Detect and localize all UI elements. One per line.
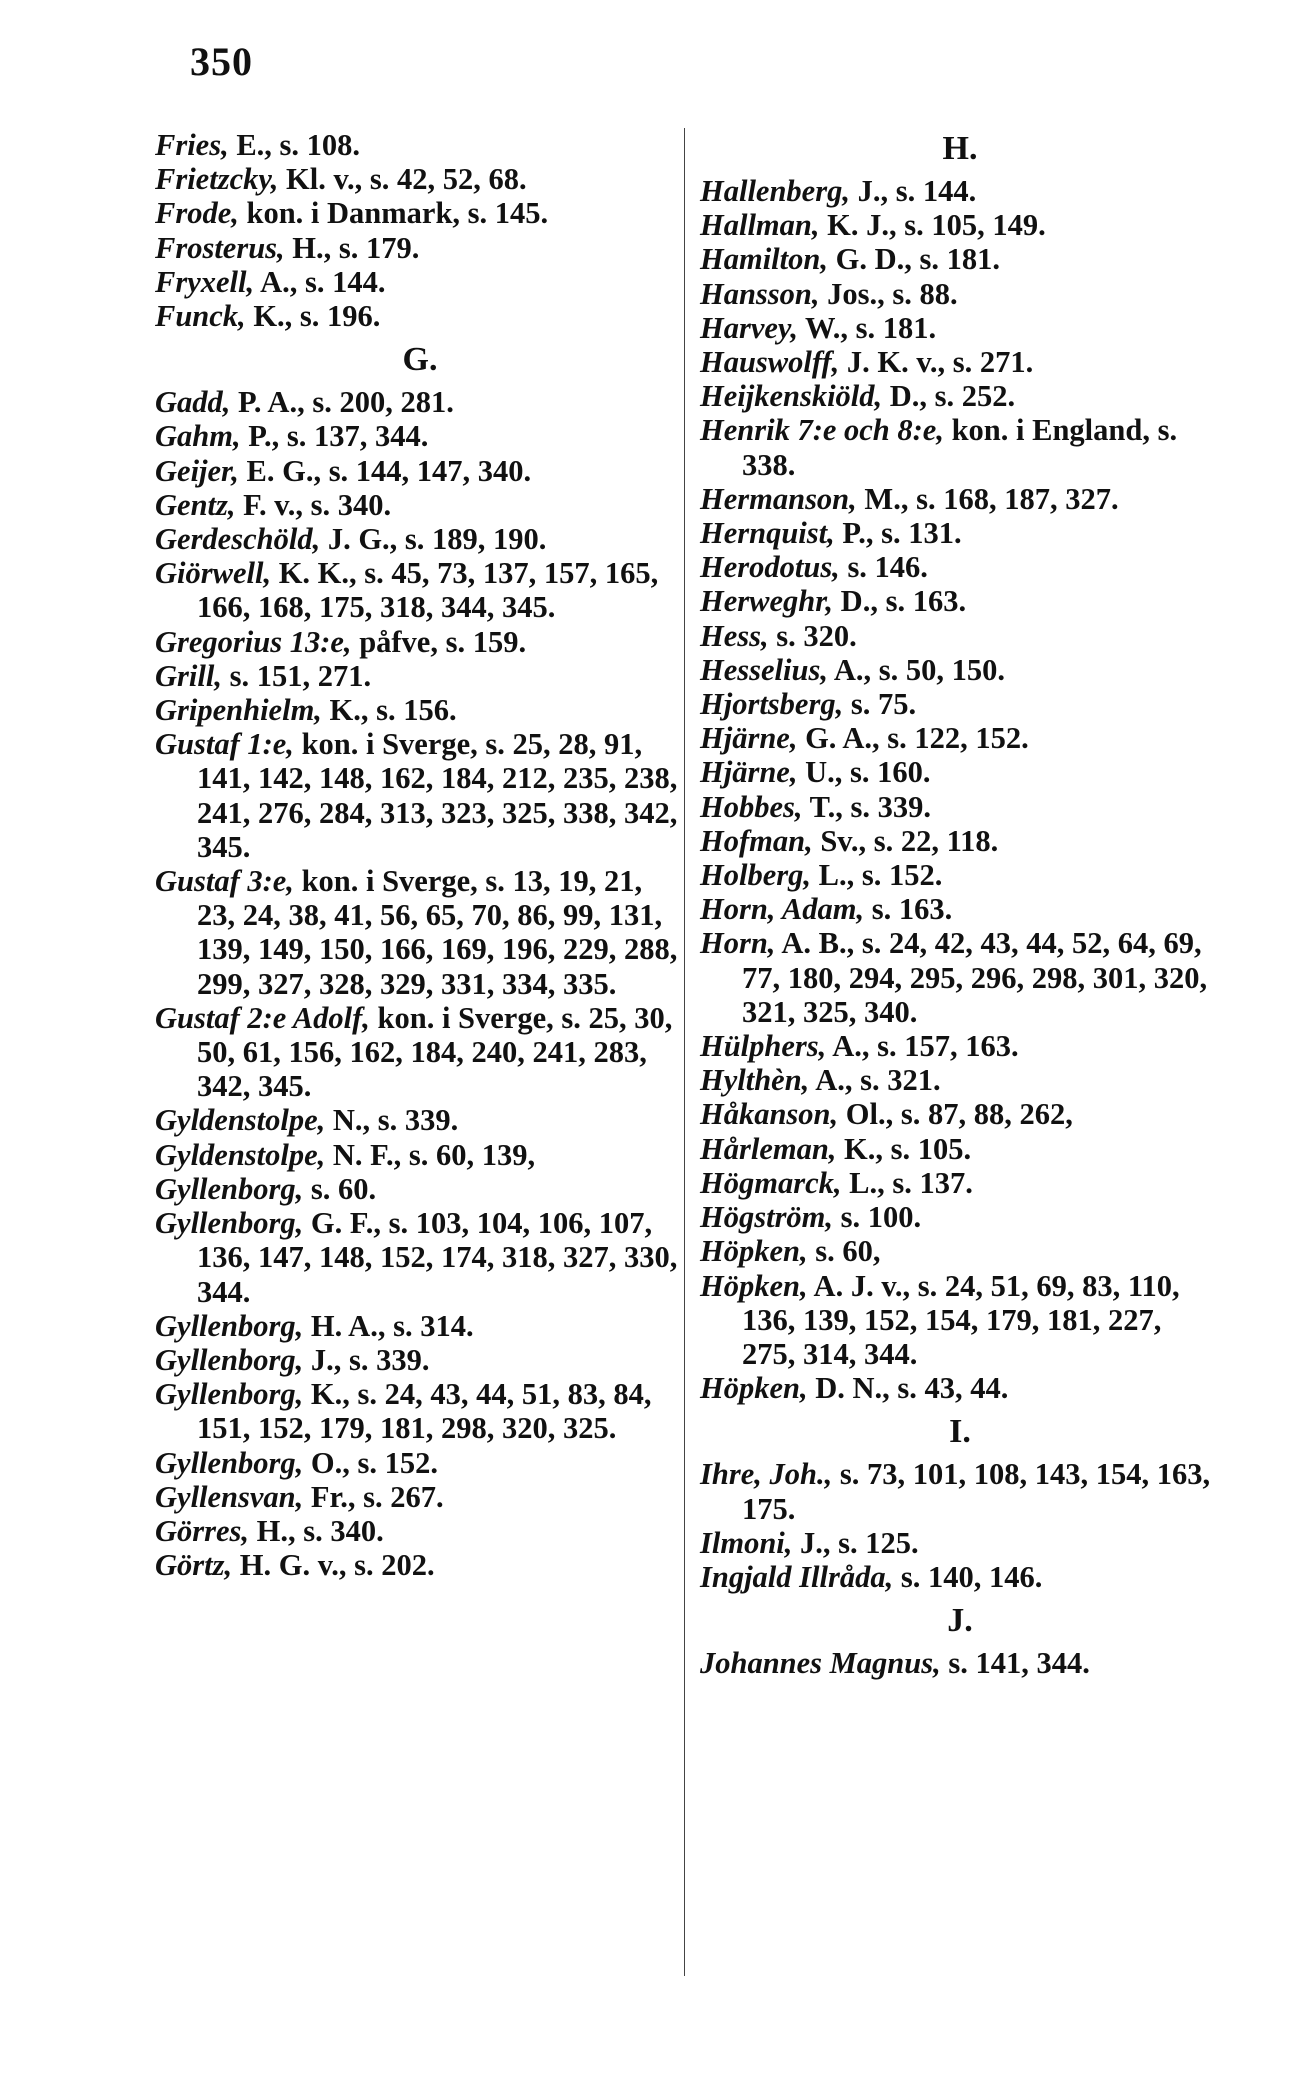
index-entry bbox=[155, 1172, 685, 1206]
index-entry bbox=[155, 1001, 685, 1104]
entry-references: J. G., s. 189, 190. bbox=[320, 522, 547, 557]
entry-name: Hallenberg, bbox=[700, 174, 850, 208]
entry-name: Görres, bbox=[155, 1513, 250, 1548]
entry-name: Harvey, bbox=[700, 310, 798, 345]
entry-name: Hjärne, bbox=[700, 721, 798, 756]
entry-references: J., s. 339. bbox=[303, 1342, 430, 1377]
entry-references: P. A., s. 200, 281. bbox=[230, 385, 454, 420]
entry-references: A., s. 157, 163. bbox=[826, 1029, 1019, 1064]
entry-name: Höpken, bbox=[700, 1268, 808, 1303]
section-letter: I. bbox=[949, 1413, 971, 1451]
entry-references: T., s. 339. bbox=[802, 789, 932, 824]
section-letter: J. bbox=[947, 1602, 973, 1640]
entry-name: Görtz, bbox=[155, 1548, 233, 1583]
entry-name: Hylthèn, bbox=[700, 1063, 810, 1098]
entry-name: Gentz, bbox=[155, 487, 236, 522]
index-entry bbox=[155, 727, 685, 864]
entry-name: Hülphers, bbox=[700, 1029, 827, 1064]
entry-name: Ilmoni, bbox=[700, 1525, 793, 1560]
entry-name: Högström, bbox=[700, 1200, 834, 1235]
index-entry bbox=[700, 653, 1220, 687]
entry-name: Horn, Adam, bbox=[700, 892, 865, 927]
entry-references: M., s. 168, 187, 327. bbox=[856, 481, 1119, 516]
entry-references: Fr., s. 267. bbox=[303, 1479, 444, 1514]
entry-name: Hamilton, bbox=[700, 242, 828, 277]
entry-references: K., s. 105. bbox=[836, 1131, 972, 1166]
index-entry bbox=[700, 1063, 1220, 1097]
entry-name: Hårleman, bbox=[700, 1131, 837, 1166]
index-entry bbox=[700, 1371, 1220, 1405]
entry-references: H., s. 340. bbox=[249, 1513, 384, 1548]
entry-name: Hallman, bbox=[700, 208, 820, 243]
entry-references: kon. i Sverge, s. 25, 30, 50, 61, 156, 162, 184, 240, 241, 283, 342, 345. bbox=[197, 1000, 673, 1104]
entry-references: K. J., s. 105, 149. bbox=[819, 208, 1046, 243]
entry-name: Herodotus, bbox=[700, 550, 840, 585]
index-entry bbox=[700, 584, 1220, 618]
entry-references: kon. i Danmark, s. 145. bbox=[238, 196, 549, 231]
index-entry bbox=[155, 196, 685, 230]
index-entry bbox=[155, 1377, 685, 1445]
entry-name: Gyllenborg, bbox=[155, 1342, 304, 1377]
entry-references: E., s. 108. bbox=[228, 128, 361, 162]
entry-references: A., s. 50, 150. bbox=[827, 652, 1006, 687]
index-entry bbox=[700, 858, 1220, 892]
index-entry bbox=[155, 556, 685, 624]
entry-references: H. G. v., s. 202. bbox=[232, 1548, 435, 1583]
entry-name: Hjärne, bbox=[700, 755, 798, 790]
entry-name: Funck, bbox=[155, 299, 246, 334]
entry-references: Jos., s. 88. bbox=[819, 276, 958, 311]
index-entry bbox=[155, 488, 685, 522]
index-entry bbox=[155, 128, 685, 162]
entry-references: K., s. 196. bbox=[245, 299, 381, 334]
entry-references: s. 75. bbox=[843, 687, 917, 722]
index-entry bbox=[700, 1200, 1220, 1234]
index-entry bbox=[700, 1029, 1220, 1063]
index-entry bbox=[700, 174, 1220, 208]
index-entry bbox=[155, 231, 685, 265]
entry-name: Gustaf 2:e Adolf, bbox=[155, 1000, 370, 1035]
index-entry bbox=[155, 299, 685, 333]
index-entry bbox=[700, 790, 1220, 824]
index-entry bbox=[155, 265, 685, 299]
index-entry bbox=[700, 1234, 1220, 1268]
index-entry bbox=[700, 824, 1220, 858]
entry-name: Gyllenborg, bbox=[155, 1206, 304, 1241]
entry-references: E. G., s. 144, 147, 340. bbox=[238, 453, 532, 488]
entry-references: L., s. 137. bbox=[841, 1165, 973, 1200]
entry-name: Hernquist, bbox=[700, 516, 835, 551]
section-letter: G. bbox=[402, 341, 438, 379]
entry-name: Gustaf 1:e, bbox=[155, 727, 294, 762]
index-entry bbox=[155, 1309, 685, 1343]
entry-references: s. 60, bbox=[807, 1234, 881, 1269]
index-entry bbox=[155, 1514, 685, 1548]
entry-name: Gyllenborg, bbox=[155, 1171, 304, 1206]
index-entry bbox=[155, 1138, 685, 1172]
index-entry bbox=[700, 1457, 1220, 1525]
entry-references: K. K., s. 45, 73, 137, 157, 165, 166, 168, 175, 318, 344, 345. bbox=[197, 556, 659, 625]
entry-references: O., s. 152. bbox=[303, 1445, 438, 1480]
index-entry bbox=[155, 162, 685, 196]
index-entry bbox=[700, 687, 1220, 721]
entry-references: s. 140, 146. bbox=[893, 1559, 1043, 1594]
entry-name: Henrik 7:e och 8:e, bbox=[700, 413, 944, 448]
entry-references: Ol., s. 87, 88, 262, bbox=[838, 1097, 1073, 1132]
entry-name: Hauswolff, bbox=[700, 345, 840, 380]
entry-references: K., s. 24, 43, 44, 51, 83, 84, 151, 152, 179, 181, 298, 320, 325. bbox=[197, 1377, 652, 1446]
entry-references: D. N., s. 43, 44. bbox=[807, 1371, 1009, 1406]
entry-references: s. 163. bbox=[864, 892, 953, 927]
entry-references: kon. i Sverge, s. 25, 28, 91, 141, 142, 148, 162, 184, 212, 235, 238, 241, 276, 284, 313, 323, 325, 338, 342, 345. bbox=[197, 727, 678, 864]
index-entry bbox=[700, 413, 1220, 481]
index-entry bbox=[700, 550, 1220, 584]
index-entry bbox=[700, 755, 1220, 789]
entry-name: Högmarck, bbox=[700, 1165, 842, 1200]
entry-name: Gyllenborg, bbox=[155, 1308, 304, 1343]
entry-references: J., s. 125. bbox=[792, 1525, 919, 1560]
entry-references: påfve, s. 159. bbox=[351, 624, 527, 659]
index-entry bbox=[700, 1097, 1220, 1131]
entry-name: Ihre, Joh., bbox=[700, 1457, 833, 1492]
entry-name: Gyllensvan, bbox=[155, 1479, 304, 1514]
entry-name: Grill, bbox=[155, 658, 222, 693]
entry-name: Hjortsberg, bbox=[700, 687, 844, 722]
entry-references: G. A., s. 122, 152. bbox=[797, 721, 1029, 756]
index-entry bbox=[155, 454, 685, 488]
entry-references: s. 146. bbox=[839, 550, 928, 585]
index-entry bbox=[700, 242, 1220, 276]
entry-name: Frietzcky, bbox=[155, 162, 279, 197]
entry-references: D., s. 163. bbox=[833, 584, 967, 619]
entry-name: Håkanson, bbox=[700, 1097, 839, 1132]
entry-references: L., s. 152. bbox=[810, 858, 943, 893]
index-entry bbox=[700, 1646, 1220, 1680]
entry-references: N. F., s. 60, 139, bbox=[325, 1137, 536, 1172]
entry-name: Giörwell, bbox=[155, 556, 272, 591]
entry-name: Hess, bbox=[700, 618, 769, 653]
index-entry bbox=[155, 1480, 685, 1514]
entry-references: D., s. 252. bbox=[882, 379, 1016, 414]
entry-name: Gyldenstolpe, bbox=[155, 1103, 326, 1138]
entry-name: Gerdeschöld, bbox=[155, 522, 321, 557]
entry-references: A. J. v., s. 24, 51, 69, 83, 110, 136, 139, 152, 154, 179, 181, 227, 275, 314, 344. bbox=[742, 1268, 1180, 1371]
entry-references: Kl. v., s. 42, 52, 68. bbox=[278, 162, 527, 197]
index-entry bbox=[700, 1166, 1220, 1200]
entry-references: G. F., s. 103, 104, 106, 107, 136, 147, 148, 152, 174, 318, 327, 330, 344. bbox=[197, 1206, 678, 1309]
entry-references: kon. i Sverge, s. 13, 19, 21, 23, 24, 38, 41, 56, 65, 70, 86, 99, 131, 139, 149, 150, 166, 169, 196, 229, 288, 299, 327, 328, 329, 331, 334, 335. bbox=[197, 864, 678, 1001]
index-entry bbox=[700, 892, 1220, 926]
index-entry bbox=[700, 1132, 1220, 1166]
entry-references: A. B., s. 24, 42, 43, 44, 52, 64, 69, 77, 180, 294, 295, 296, 298, 301, 320, 321, 325, 340. bbox=[742, 926, 1208, 1029]
entry-references: s. 60. bbox=[303, 1171, 377, 1206]
index-entry bbox=[700, 345, 1220, 379]
entry-references: G. D., s. 181. bbox=[827, 242, 1000, 277]
index-entry bbox=[700, 482, 1220, 516]
entry-name: Gadd, bbox=[155, 385, 231, 420]
entry-references: H., s. 179. bbox=[284, 230, 420, 265]
index-entry bbox=[700, 1560, 1220, 1594]
index-entry bbox=[155, 1446, 685, 1480]
index-entry bbox=[155, 659, 685, 693]
entry-references: W., s. 181. bbox=[797, 310, 937, 345]
entry-name: Gustaf 3:e, bbox=[155, 864, 294, 899]
index-entry bbox=[155, 1206, 685, 1309]
column-divider bbox=[684, 128, 685, 1976]
entry-references: F. v., s. 340. bbox=[235, 487, 392, 522]
page-number: 350 bbox=[190, 39, 253, 84]
entry-references: A., s. 144. bbox=[254, 264, 386, 299]
entry-references: H. A., s. 314. bbox=[303, 1308, 474, 1343]
entry-name: Herweghr, bbox=[700, 584, 834, 619]
entry-name: Gyllenborg, bbox=[155, 1445, 304, 1480]
entry-name: Frosterus, bbox=[155, 230, 285, 265]
index-entry bbox=[155, 419, 685, 453]
entry-references: J., s. 144. bbox=[849, 174, 977, 208]
index-entry bbox=[155, 1343, 685, 1377]
index-entry bbox=[155, 522, 685, 556]
index-entry bbox=[700, 311, 1220, 345]
entry-references: P., s. 131. bbox=[834, 516, 962, 551]
entry-name: Höpken, bbox=[700, 1371, 808, 1406]
index-entry bbox=[700, 1526, 1220, 1560]
entry-references: s. 73, 101, 108, 143, 154, 163, 175. bbox=[742, 1457, 1211, 1526]
entry-references: kon. i England, s. 338. bbox=[742, 413, 1178, 482]
entry-name: Hesselius, bbox=[700, 652, 828, 687]
index-entry bbox=[700, 721, 1220, 755]
entry-references: J. K. v., s. 271. bbox=[839, 345, 1034, 380]
entry-name: Gyllenborg, bbox=[155, 1377, 304, 1412]
section-letter: H. bbox=[942, 130, 978, 167]
index-entry bbox=[700, 516, 1220, 550]
entry-name: Fries, bbox=[155, 128, 229, 162]
entry-references: s. 320. bbox=[768, 618, 857, 653]
entry-references: Sv., s. 22, 118. bbox=[812, 823, 999, 858]
index-entry bbox=[155, 693, 685, 727]
entry-references: s. 151, 271. bbox=[221, 658, 372, 693]
entry-references: U., s. 160. bbox=[797, 755, 931, 790]
entry-name: Geijer, bbox=[155, 453, 239, 488]
entry-name: Johannes Magnus, bbox=[700, 1646, 941, 1681]
index-entry bbox=[155, 1548, 685, 1582]
entry-name: Hermanson, bbox=[700, 481, 857, 516]
entry-name: Ingjald Illråda, bbox=[700, 1559, 894, 1594]
index-column-left bbox=[155, 128, 685, 1582]
index-entry bbox=[155, 385, 685, 419]
entry-name: Fryxell, bbox=[155, 264, 255, 299]
entry-references: s. 141, 344. bbox=[940, 1646, 1090, 1681]
entry-references: K., s. 156. bbox=[321, 693, 457, 728]
entry-name: Höpken, bbox=[700, 1234, 808, 1269]
entry-name: Frode, bbox=[155, 196, 239, 231]
entry-name: Holberg, bbox=[700, 858, 811, 893]
entry-name: Hofman, bbox=[700, 823, 813, 858]
entry-name: Gregorius 13:e, bbox=[155, 624, 352, 659]
entry-references: s. 100. bbox=[833, 1200, 922, 1235]
entry-references: A., s. 321. bbox=[809, 1063, 941, 1098]
index-column-right bbox=[700, 128, 1220, 1680]
entry-name: Gripenhielm, bbox=[155, 693, 322, 728]
entry-name: Gyldenstolpe, bbox=[155, 1137, 326, 1172]
index-entry bbox=[700, 926, 1220, 1029]
entry-name: Gahm, bbox=[155, 419, 241, 454]
index-entry bbox=[155, 864, 685, 1001]
index-entry bbox=[155, 625, 685, 659]
entry-references: N., s. 339. bbox=[325, 1103, 459, 1138]
index-entry bbox=[700, 1269, 1220, 1372]
entry-name: Heijkenskiöld, bbox=[700, 379, 883, 414]
entry-name: Hobbes, bbox=[700, 789, 803, 824]
index-entry bbox=[700, 208, 1220, 242]
entry-name: Horn, bbox=[700, 926, 776, 961]
index-entry bbox=[700, 619, 1220, 653]
entry-references: P., s. 137, 344. bbox=[240, 419, 429, 454]
index-entry bbox=[155, 1103, 685, 1137]
entry-name: Hansson, bbox=[700, 276, 820, 311]
index-entry bbox=[700, 277, 1220, 311]
index-entry bbox=[700, 379, 1220, 413]
